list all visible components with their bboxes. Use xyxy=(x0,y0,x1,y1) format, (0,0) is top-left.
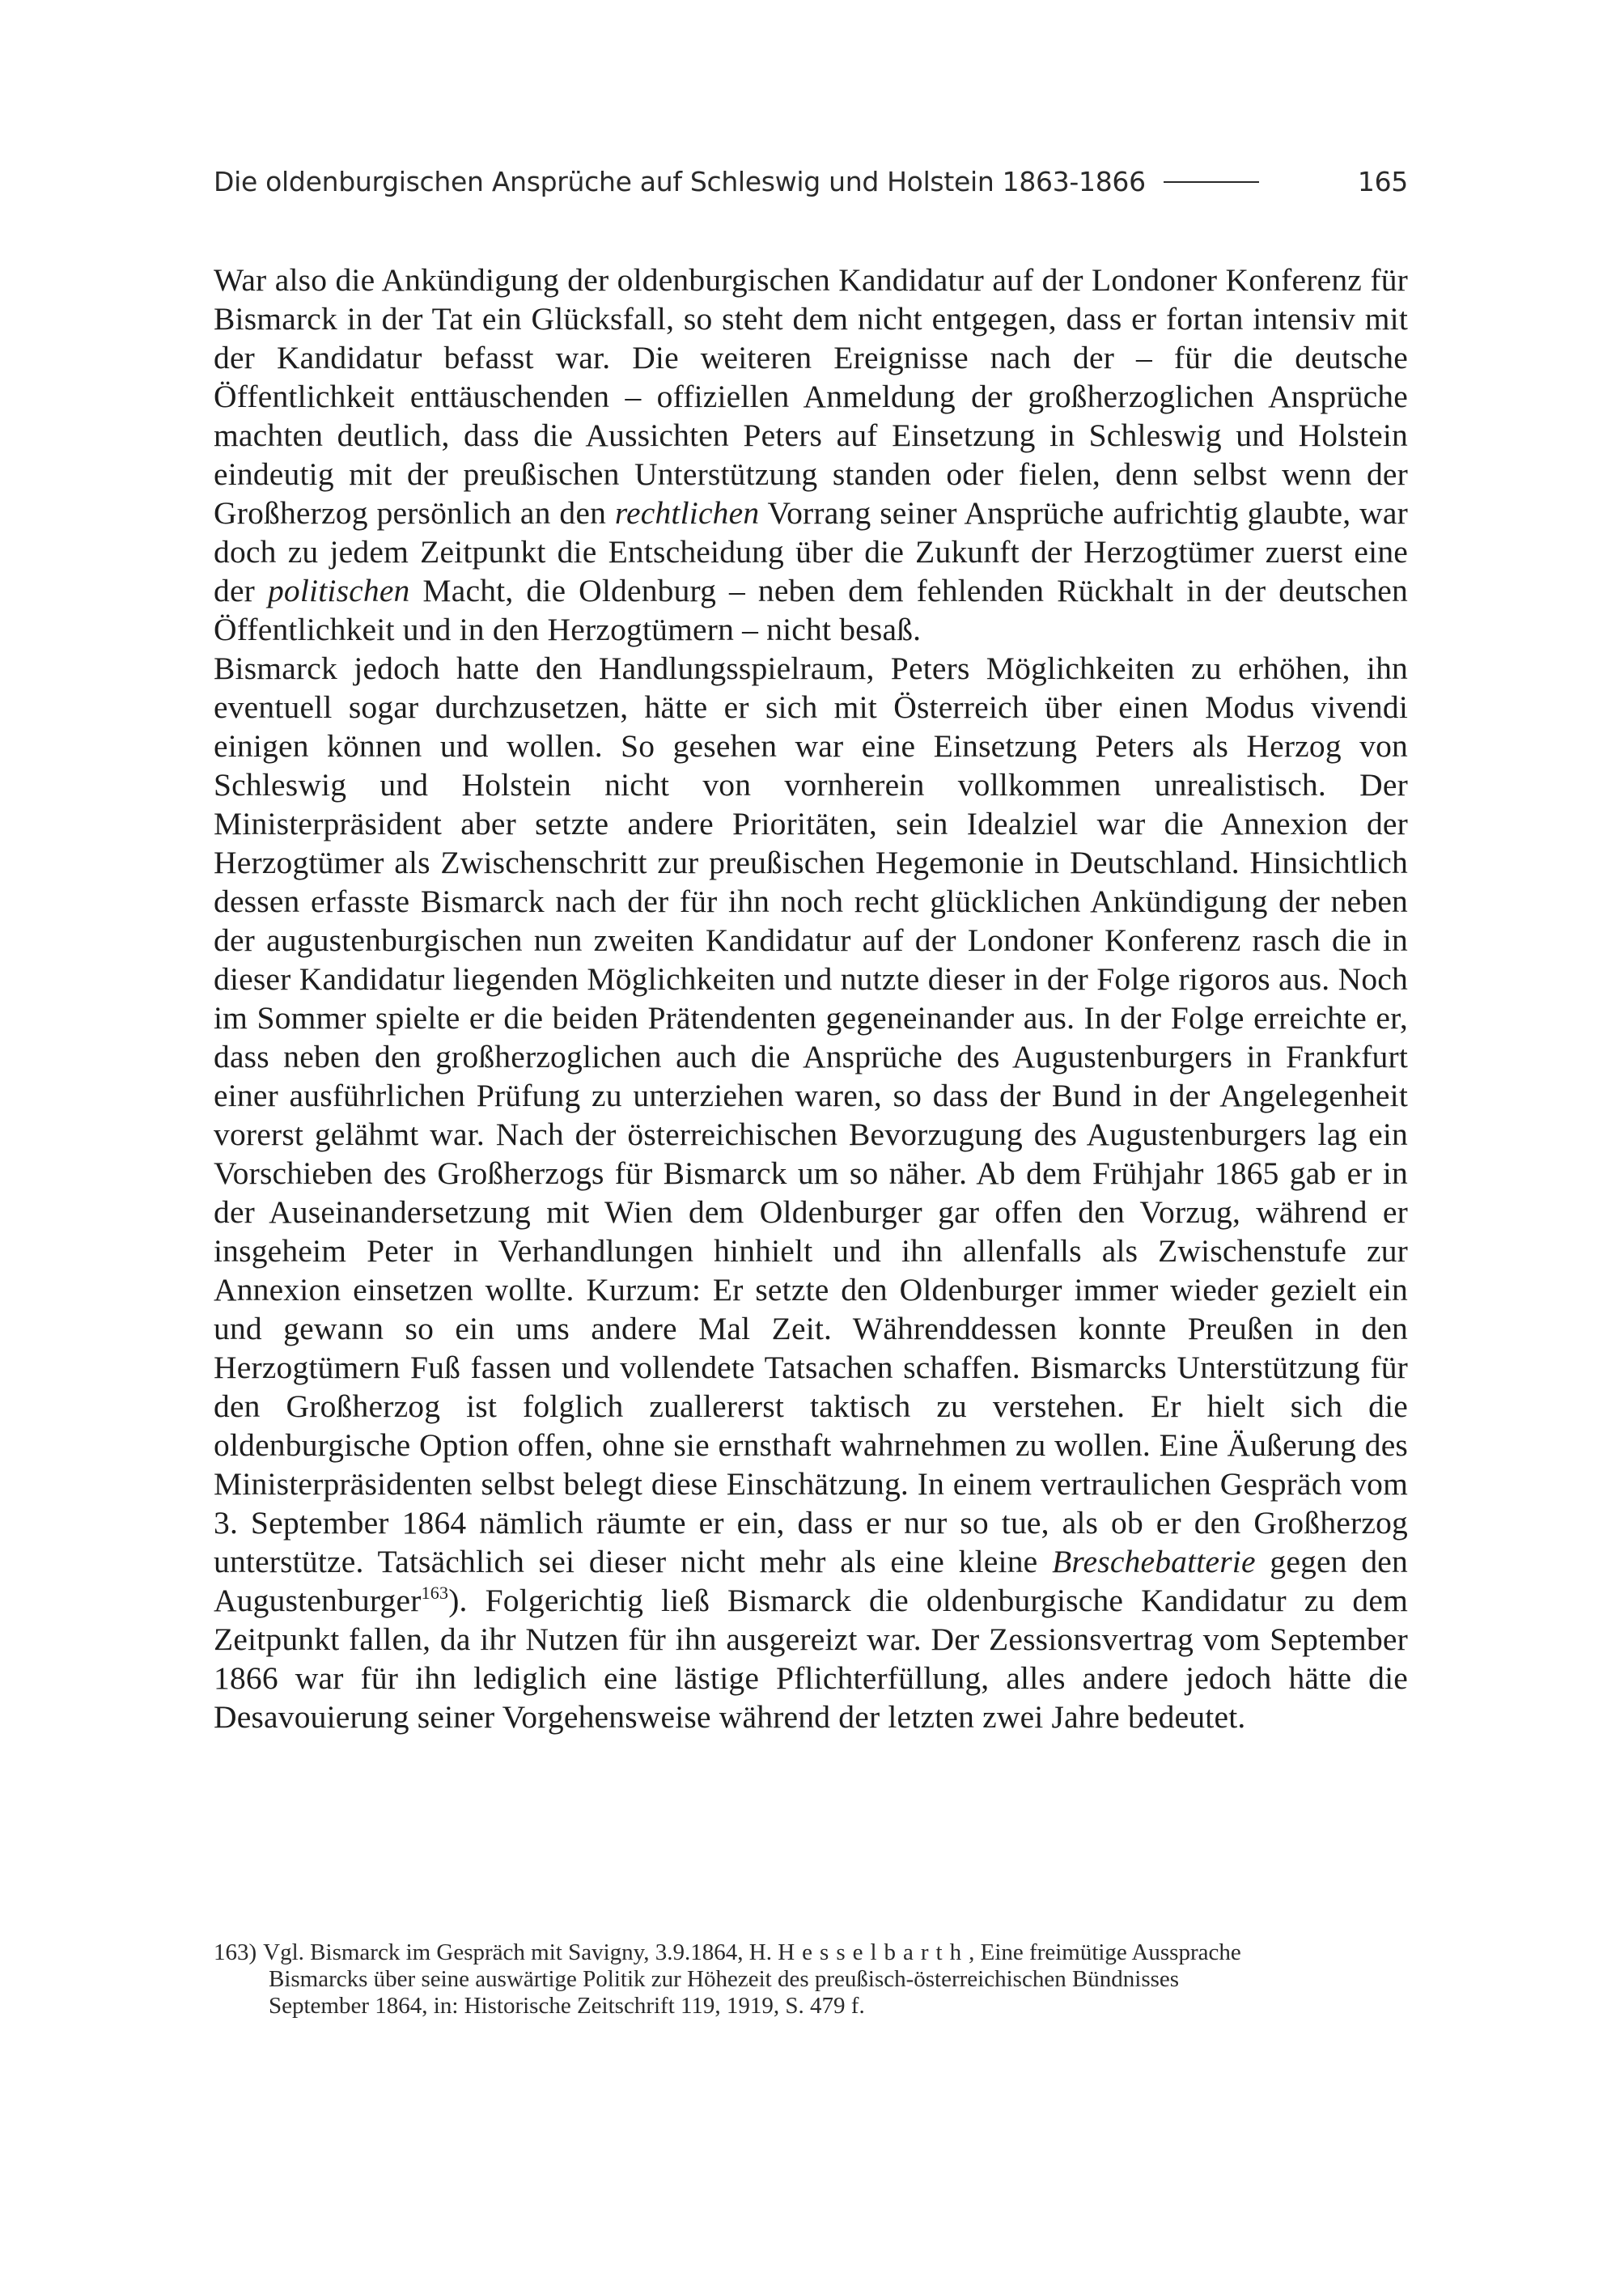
footnote-line-1 xyxy=(214,1939,1408,1966)
paragraph-1-part-1: War also die Ankündigung der oldenburgischen Kandidatur auf der Londoner Konferenz für Bismarck in der Tat ein Glücksfall, so steht dem nicht entgegen, dass er fortan intensiv mit der Kandidatur befasst war. Die weiteren Ereignisse nach der – für die deutsche Öffentlichkeit enttäuschenden – offiziellen Anmeldung der großherzoglichen Ansprüche machten deutlich, dass die Aussichten Peters auf Einsetzung in Schleswig und Holstein eindeutig mit der preußischen Unterstützung standen oder fielen, denn selbst wenn der Großherzog persönlich an den xyxy=(214,262,1408,531)
emphasis-breschebatterie: Breschebatterie xyxy=(1052,1544,1256,1579)
footnote-line-3: September 1864, in: Historische Zeitschrift 119, 1919, S. 479 f. xyxy=(269,1993,865,2019)
running-head xyxy=(214,166,1408,197)
paragraph-1-part-2: Vorrang seiner Ansprüche aufrichtig glaubte, war doch zu jedem Zeitpunkt die Entscheidung über die Zukunft der Herzogtümer zuerst eine der xyxy=(214,495,1408,608)
footnote-text-1: Vgl. Bismarck im Gespräch mit Savigny, 3.9.1864, H. xyxy=(263,1939,778,1965)
header-rule xyxy=(1164,181,1259,183)
paragraph-1-part-3: Macht, die Oldenburg – neben dem fehlenden Rückhalt in der deutschen Öffentlichkeit und in den Herzogtümern – nicht besaß. xyxy=(214,573,1408,647)
book-page xyxy=(214,0,1408,2293)
paragraph-2-part-3: ). Folgerichtig ließ Bismarck die oldenburgische Kandidatur zu dem Zeitpunkt fallen, da ihr Nutzen für ihn ausgereizt war. Der Zessionsvertrag vom September 1866 war für ihn lediglich eine lästige Pflichterfüllung, alles andere jedoch hätte die Desavouierung seiner Vorgehensweise während der letzten zwei Jahre bedeutet. xyxy=(214,1583,1408,1735)
paragraph-2-part-1: Bismarck jedoch hatte den Handlungsspielraum, Peters Möglichkeiten zu erhöhen, ihn eventuell sogar durchzusetzen, hätte er sich mit Österreich über einen Modus vivendi einigen können und wollen. So gesehen war eine Einsetzung Peters als Herzog von Schleswig und Holstein nicht von vornherein vollkommen unrealistisch. Der Ministerpräsident aber setzte andere Prioritäten, sein Idealziel war die Annexion der Herzogtümer als Zwischenschritt zur preußischen Hegemonie in Deutschland. Hinsichtlich dessen erfasste Bismarck nach der für ihn noch recht glücklichen Ankündigung der neben der augustenburgischen nun zweiten Kandidatur auf der Londoner Konferenz rasch die in dieser Kandidatur liegenden Möglichkeiten und nutzte dieser in der Folge rigoros aus. Noch im Sommer spielte er die beiden Prätendenten gegeneinander aus. In der Folge erreichte er, dass neben den großherzoglichen auch die Ansprüche des Augustenburgers in Frankfurt einer ausführlichen Prüfung zu unterziehen waren, so dass der Bund in der Angelegenheit vorerst gelähmt war. Nach der österreichischen Bevorzugung des Augustenburgers lag ein Vorschieben des Großherzogs für Bismarck um so näher. Ab dem Frühjahr 1865 gab er in der Auseinandersetzung mit Wien dem Oldenburger gar offen den Vorzug, während er insgeheim Peter in Verhandlungen hinhielt und ihn allenfalls als Zwischenstufe zur Annexion einsetzen wollte. Kurzum: Er setzte den Oldenburger immer wieder gezielt ein und gewann so ein ums andere Mal Zeit. Währenddessen konnte Preußen in den Herzogtümern Fuß fassen und vollendete Tatsachen schaffen. Bismarcks Unterstützung für den Großherzog ist folglich zuallererst taktisch zu verstehen. Er hielt sich die oldenburgische Option offen, ohne sie ernsthaft wahrnehmen zu wollen. Eine Äußerung des Ministerpräsidenten selbst belegt diese Einschätzung. In einem vertraulichen Gespräch vom 3. September 1864 nämlich räumte er ein, dass er nur so tue, als ob er den Großherzog unterstütze. Tatsächlich sei dieser nicht mehr als eine kleine xyxy=(214,651,1408,1579)
footnote-line-2: Bismarcks über seine auswärtige Politik zur Höhezeit des preußisch-österreichischen Bündnisses xyxy=(269,1966,1180,1992)
emphasis-politischen: politischen xyxy=(267,573,410,608)
paragraph-1 xyxy=(214,261,1408,649)
page-number: 165 xyxy=(1357,166,1408,197)
footnote-text-2: , Eine freimütige Aussprache xyxy=(969,1939,1241,1965)
footnote-163 xyxy=(214,1939,1408,2020)
running-title: Die oldenburgischen Ansprüche auf Schleswig und Holstein 1863-1866 xyxy=(214,166,1146,197)
paragraph-2 xyxy=(214,649,1408,1736)
footnote-reference[interactable]: 163 xyxy=(421,1583,449,1603)
footnote-number: 163) xyxy=(214,1939,257,1965)
paragraph-2-part-2: gegen den Augustenburger xyxy=(214,1544,1408,1618)
footnote-author: Hesselbarth xyxy=(778,1939,969,1965)
emphasis-rechtlichen: rechtlichen xyxy=(614,495,760,531)
body-text xyxy=(214,261,1408,1736)
